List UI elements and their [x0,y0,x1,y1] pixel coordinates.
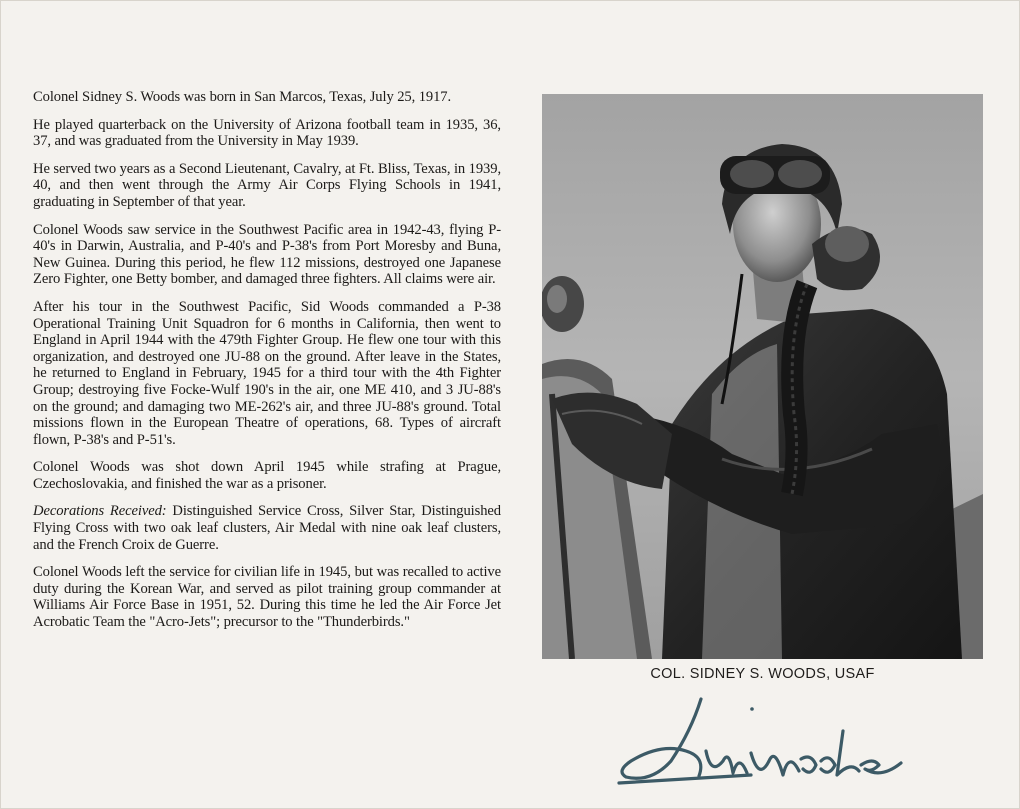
photo-caption: COL. SIDNEY S. WOODS, USAF [650,666,875,682]
decorations-label: Decorations Received: [33,503,167,520]
bio-paragraph-football: He played quarterback on the University of Arizona football team in 1935, 36, 37, and was graduated from the University in May 1939. [33,116,501,150]
biography-text [33,89,501,642]
autograph-signature [611,691,911,791]
bio-paragraph-shot-down: Colonel Woods was shot down April 1945 while strafing at Prague, Czechoslovakia, and finished the war as a prisoner. [33,459,501,492]
bio-paragraph-korea: Colonel Woods left the service for civilian life in 1945, but was recalled to active duty during the Korean War, and served as pilot training group commander at Williams Air Force Base in 1951, 52. During this time he led the Air Force Jet Acrobatic Team the "Acro-Jets"; precursor to the "Thunderbirds." [33,564,501,631]
bio-paragraph-decorations [33,503,501,553]
decorations-text: Distinguished Service Cross, Silver Star, Distinguished Flying Cross with two oak leaf clusters, Air Medal with nine oak leaf clusters, and the French Croix de Guerre. [33,503,501,553]
pilot-photo [542,94,983,659]
bio-paragraph-pacific: Colonel Woods saw service in the Southwest Pacific area in 1942-43, flying P-40's in Darwin, Australia, and P-40's and P-38's from Port Moresby and Buna, New Guinea. During this period, he flew 112 missions, destroyed one Japanese Zero Fighter, one Betty bomber, and damaged three fighters. All claims were air. [33,221,501,288]
bio-paragraph-cavalry: He served two years as a Second Lieutenant, Cavalry, at Ft. Bliss, Texas, in 1939, 40, and then went through the Army Air Corps Flying Schools in 1941, graduating in September of that year. [33,160,501,210]
bio-paragraph-europe: After his tour in the Southwest Pacific, Sid Woods commanded a P-38 Operational Training Unit Squadron for 6 months in California, then went to England in April 1944 with the 479th Fighter Group. He flew one tour with this organization, and destroyed one JU-88 on the ground. After leave in the States, he returned to England in February, 1945 for a third tour with the 4th Fighter Group; destroying five Focke-Wulf 190's in the air, one ME 410, and 3 JU-88's on the ground; and damaging two ME-262's air, and three JU-88's ground. Total missions flown in the European Theatre of operations, 68. Types of aircraft flown, P-38's and P-51's. [33,298,501,448]
bio-paragraph-birth: Colonel Sidney S. Woods was born in San Marcos, Texas, July 25, 1917. [33,89,452,105]
signature-ink [611,691,911,791]
pilot-photo-illustration [542,94,983,659]
